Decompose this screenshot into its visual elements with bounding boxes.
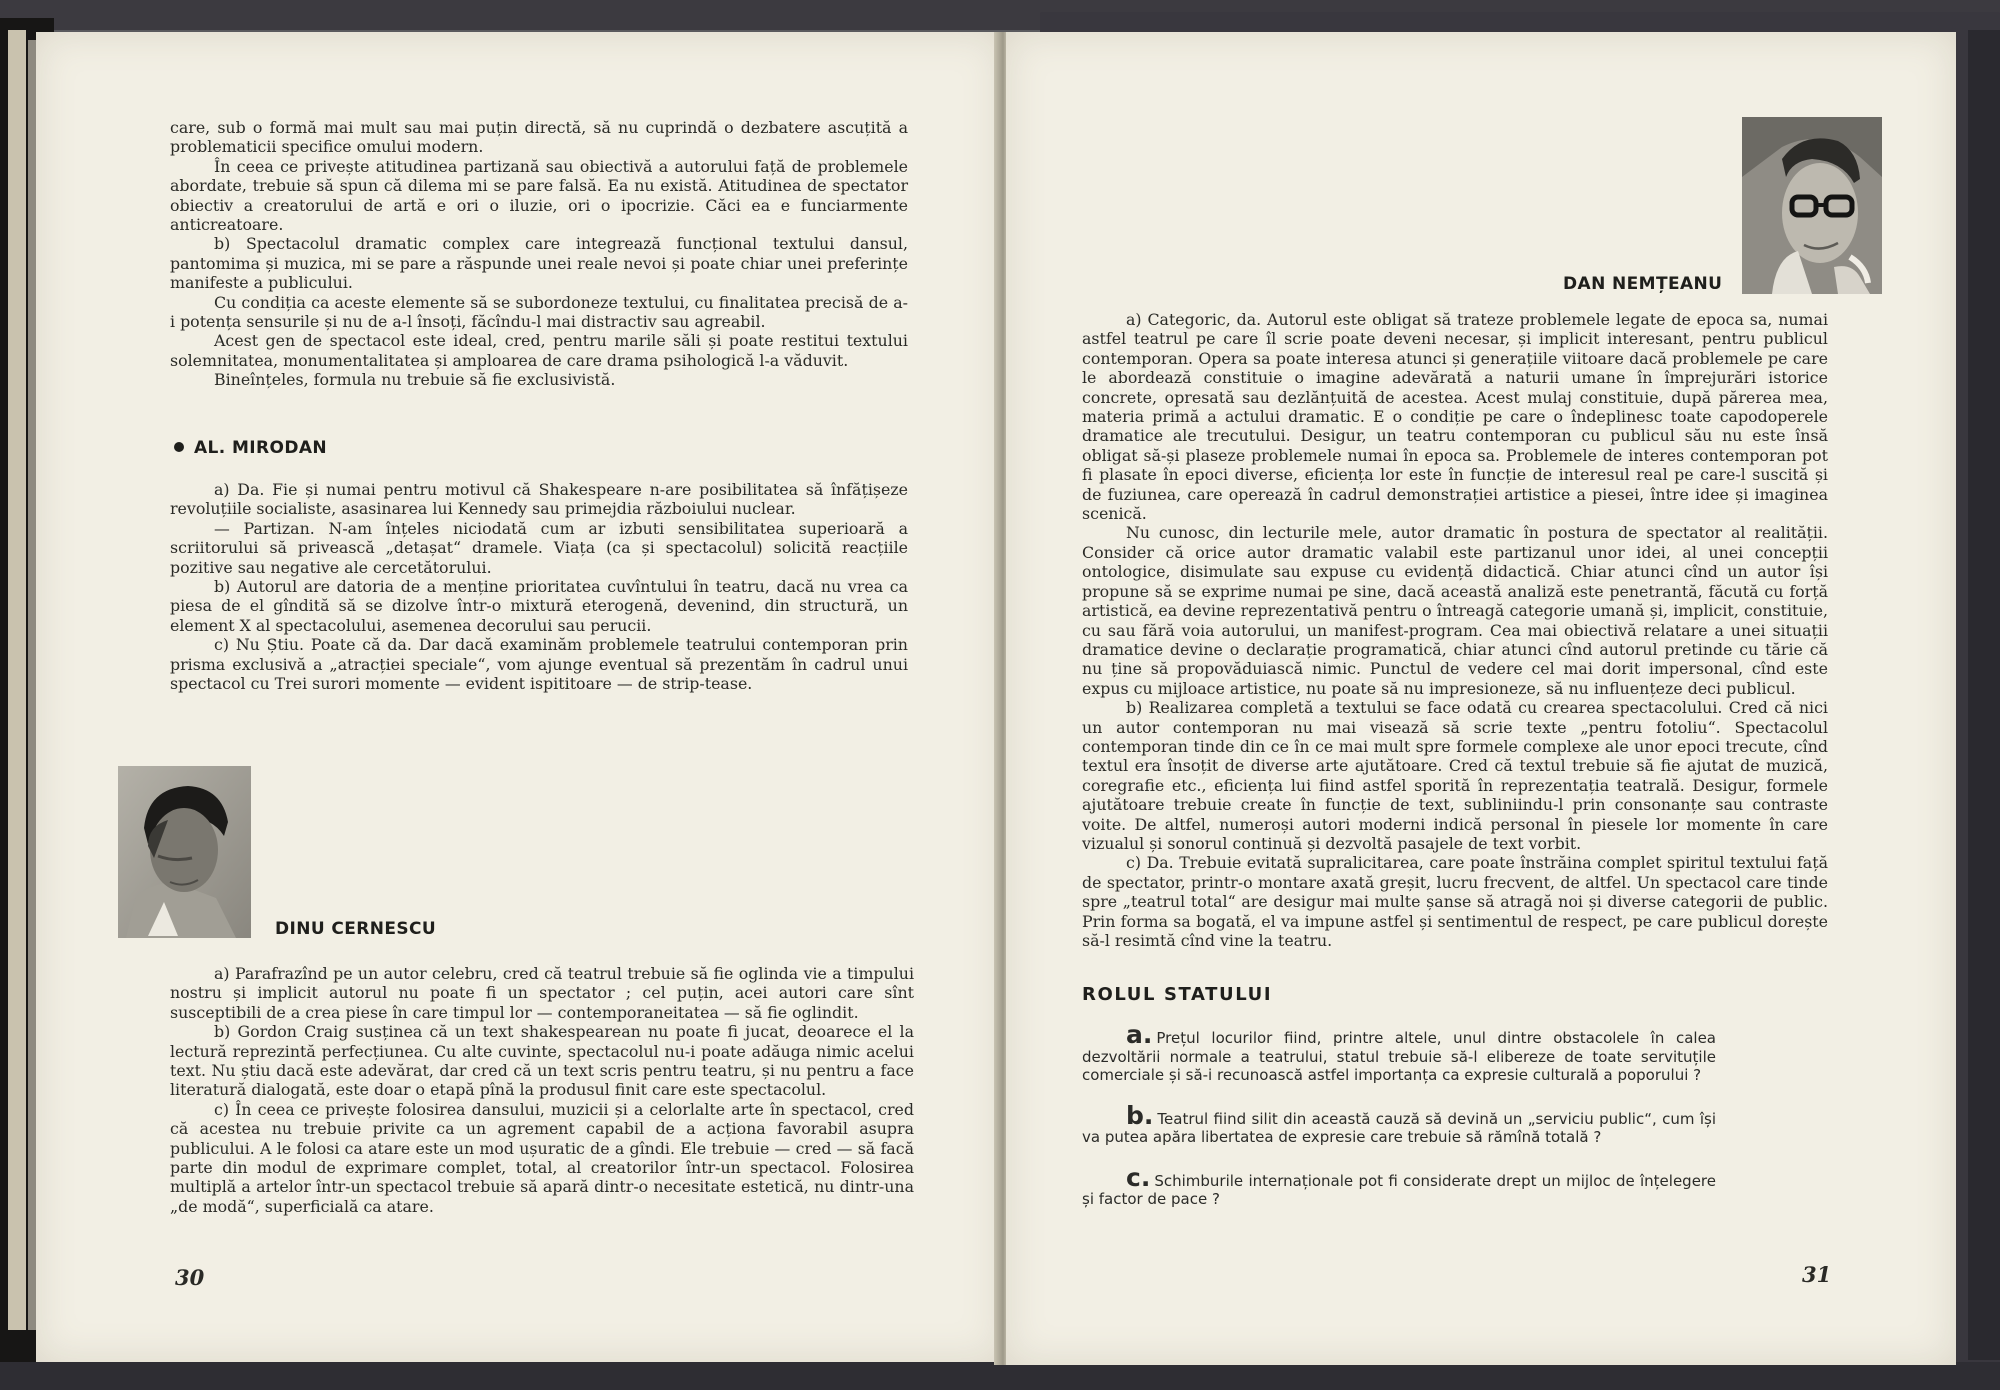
question-letter: c.: [1126, 1162, 1151, 1192]
mirodan-answers: [170, 480, 908, 693]
bullet-icon: [174, 442, 184, 452]
questions-list: [1082, 1020, 1716, 1231]
cernescu-answers: [170, 964, 914, 1216]
portrait-photo-dinu-cernescu: [118, 766, 251, 938]
paragraph: b) Gordon Craig susținea că un text shakespearean nu poate fi jucat, deoarece el la lectură reprezintă perfecțiunea. Cu alte cuvinte, spectacolul nu-i poate adăuga nimic acelui text. Nu știu dacă este adevărat, dar cred că un text scris pentru teatru, și nu pentru a face literatură dialogată, este doar o etapă pînă la produsul finit care este spectacolul.: [170, 1022, 914, 1100]
paragraph: În ceea ce privește atitudinea partizană sau obiectivă a autorului față de problemele abordate, trebuie să spun că dilema mi se pare falsă. Ea nu există. Atitudinea de spectator obiectiv a creatorului de artă e ori o iluzie, ori o ipocrizie. Căci ea e funciarmente anticreatoare.: [170, 156, 908, 235]
author-name: AL. MIRODAN: [194, 438, 328, 458]
portrait-image: [118, 766, 251, 938]
paragraph: b) Realizarea completă a textului se face odată cu crearea spectacolului. Cred că nici un autor contemporan nu mai visează să scrie texte „pentru fotoliu“. Spectacolul contemporan tinde din ce în ce mai mult spre formele complexe ale unor epoci trecute, cînd textul era însoțit de diverse arte ajutătoare. Cred că textul trebuie să fie ajutat de muzică, coregrafie etc., eficiența lui fiind astfel sporită în reprezentația teatrală. Desigur, formele ajutătoare trebuie create în funcție de text, subliniindu-l prin consonanțe sau contraste voite. De altfel, numeroși autori moderni indică personal în piesele lor momente în care vizualul și sonorul continuă și dezvoltă pasajele de text vorbit.: [1082, 698, 1828, 853]
portrait-photo-dan-nemteanu: [1742, 117, 1882, 294]
paragraph: a) Parafrazînd pe un autor celebru, cred că teatrul trebuie să fie oglinda vie a timpului nostru și implicit autorul nu poate fi un spectator ; cel puțin, acei autori care sînt susceptibili de a crea piese în care timpul lor — contemporaneitatea — să fie oglindit.: [170, 964, 914, 1022]
author-heading-mirodan: [174, 438, 327, 458]
author-heading-cernescu: [275, 919, 436, 939]
page-number-left: 30: [175, 1265, 205, 1290]
portrait-image: [1742, 117, 1882, 294]
paragraph: b) Spectacolul dramatic complex care integrează funcțional textului dansul, pantomima și muzica, mi se pare a răspunde unei reale nevoi și poate chiar unei preferințe manifeste a publicului.: [170, 234, 908, 293]
paragraph: Cu condiția ca aceste elemente să se subordoneze textului, cu finalitatea precisă de a-i potența sensurile și nu de a-l însoți, făcîndu-l mai distractiv sau agreabil.: [170, 292, 908, 332]
paragraph: a) Categoric, da. Autorul este obligat să trateze problemele legate de epoca sa, numai astfel teatrul pe care îl scrie poate deveni necesar, și implicit interesant, pentru publicul contemporan. Opera sa poate interesa atunci și generațiile viitoare dacă problemele pe care le abordează constituie o imagine adevărată a naturii umane în împrejurări istorice concrete, opresată sau dezlănțuită de acestea. Acest mulaj constituie, după părerea mea, materia primă a actului dramatic. E o condiție pe care o îndeplinesc toate capodoperele dramatice ale trecutului. Desigur, un teatru contemporan cu publicul său nu este însă obligat să-și plaseze problemele numai în epoca sa. Problemele de interes contemporan pot fi plasate în epoci diverse, eficiența lor este în funcție de interesul real pe care-l suscită și de fuziunea, care operează în cadrul demonstrației artistice a piesei, între idee și imaginea scenică.: [1082, 310, 1828, 524]
left-page-edge: [28, 40, 36, 1330]
paragraph: b) Autorul are datoria de a menține prioritatea cuvîntului în teatru, dacă nu vrea ca piesa de el gîndită să se dizolve într-o mixtură eterogenă, devenind, din structură, un element X al spectacolului, asemenea decorului sau perucii.: [170, 577, 908, 635]
paragraph: a) Da. Fie și numai pentru motivul că Shakespeare n-are posibilitatea să înfățișeze revoluțiile socialiste, asasinarea lui Kennedy sau primejdia războiului nuclear.: [170, 480, 908, 519]
paragraph: c) În ceea ce privește folosirea dansului, muzicii și a celorlalte arte în spectacol, cred că acestea nu trebuie privite ca un agrement capabil de a acționa favorabil asupra publicului. A le folosi ca atare este un mod ușuratic de a gîndi. Ele trebuie — cred — să facă parte din modul de exprimare complet, total, al creatorilor într-un spectacol. Folosirea multiplă a artelor într-un spectacol trebuie să apară dintr-o necesitate estetică, nu dintr-una „de modă“, superficială ca atare.: [170, 1099, 914, 1216]
paragraph: c) Da. Trebuie evitată supralicitarea, care poate înstrăina complet spiritul textului față de spectator, printr-o montare axată greșit, lucru frecvent, de altfel. Un spectacol care tinde spre „teatrul total“ are desigur mai multe șanse să atragă noi și diverse categorii de public. Prin forma sa bogată, el va impune astfel și sentimentul de respect, pe care publicul dorește să-l resimtă cînd vine la teatru.: [1082, 853, 1828, 950]
paragraph: Bineînțeles, formula nu trebuie să fie exclusivistă.: [214, 370, 616, 390]
question-text: Schimburile internaționale pot fi considerate drept un mijloc de înțelegere și factor de pace ?: [1082, 1171, 1716, 1208]
book-cover-right-edge: [1968, 30, 2000, 1360]
paragraph: Acest gen de spectacol este ideal, cred, pentru marile săli și poate restitui textului solemnitatea, monumentalitatea și amploarea de care drama psihologică l-a văduvit.: [170, 331, 908, 370]
book-page-edges-left: [8, 30, 26, 1330]
paragraph: care, sub o formă mai mult sau mai puțin directă, să nu cuprindă o dezbatere ascuțită a problematicii specifice omului modern.: [170, 118, 908, 157]
intro-text: [170, 118, 908, 390]
paragraph: — Partizan. N-am înțeles niciodată cum ar izbuti sensibilitatea superioară a scriitorului să privească „detașat“ dramele. Viața (ca și spectacolul) solicită reacțiile pozitive sau negative ale cercetătorului.: [170, 518, 908, 577]
question-text: Teatrul fiind silit din această cauză să devină un „serviciu public“, cum își va putea apăra libertatea de expresie care trebuie să rămînă totală ?: [1082, 1109, 1716, 1146]
question-item: [1082, 1162, 1716, 1209]
paragraph: Nu cunosc, din lecturile mele, autor dramatic în postura de spectator al realității. Consider că orice autor dramatic valabil este partizanul unor idei, al unei concepții ontologice, disimulate sau expuse cu evidență didactică. Chiar atunci cînd un autor își propune să se exprime numai pe sine, dacă această analiză este penetrantă, făcută cu forță artistică, ea devine reprezentativă pentru o întreagă categorie umană și, implicit, constituie, cu sau fără voia autorului, un manifest-program. Cea mai obiectivă relatare a unei situații dramatice devine o declarație programatică, chiar atunci cînd autorul pretinde cu tărie că nu ține să propovăduiască nimic. Punctul de vedere cel mai dorit impersonal, cînd este expus cu mijloace artistice, nu poate să nu impresioneze, să nu influențeze deci publicul.: [1082, 523, 1828, 698]
author-heading-nemteanu: [1563, 274, 1722, 294]
question-letter: b.: [1126, 1100, 1154, 1130]
question-letter: a.: [1126, 1020, 1153, 1049]
page-number-right: 31: [1802, 1262, 1832, 1287]
question-item: [1082, 1100, 1716, 1147]
paragraph: c) Nu Știu. Poate că da. Dar dacă examinăm problemele teatrului contemporan prin prisma exclusivă a „atracției speciale“, vom ajunge eventual să prezentăm în cadrul unui spectacol cu Trei surori momente — evident ispititoare — de strip-tease.: [170, 635, 908, 694]
nemteanu-answers: [1082, 310, 1828, 950]
question-item: [1082, 1020, 1716, 1085]
author-name: DINU CERNESCU: [275, 919, 437, 939]
section-title: ROLUL STATULUI: [1082, 984, 1273, 1005]
author-name: DAN NEMȚEANU: [1563, 274, 1723, 294]
backdrop-bottom: [0, 1362, 2000, 1390]
question-text: Prețul locurilor fiind, printre altele, unul dintre obstacolele în calea dezvoltării normale a teatrului, statul trebuie să-l elibereze de toate servituțile comerciale și să-i recunoască astfel importanța ca expresie culturală a poporului ?: [1082, 1029, 1716, 1084]
